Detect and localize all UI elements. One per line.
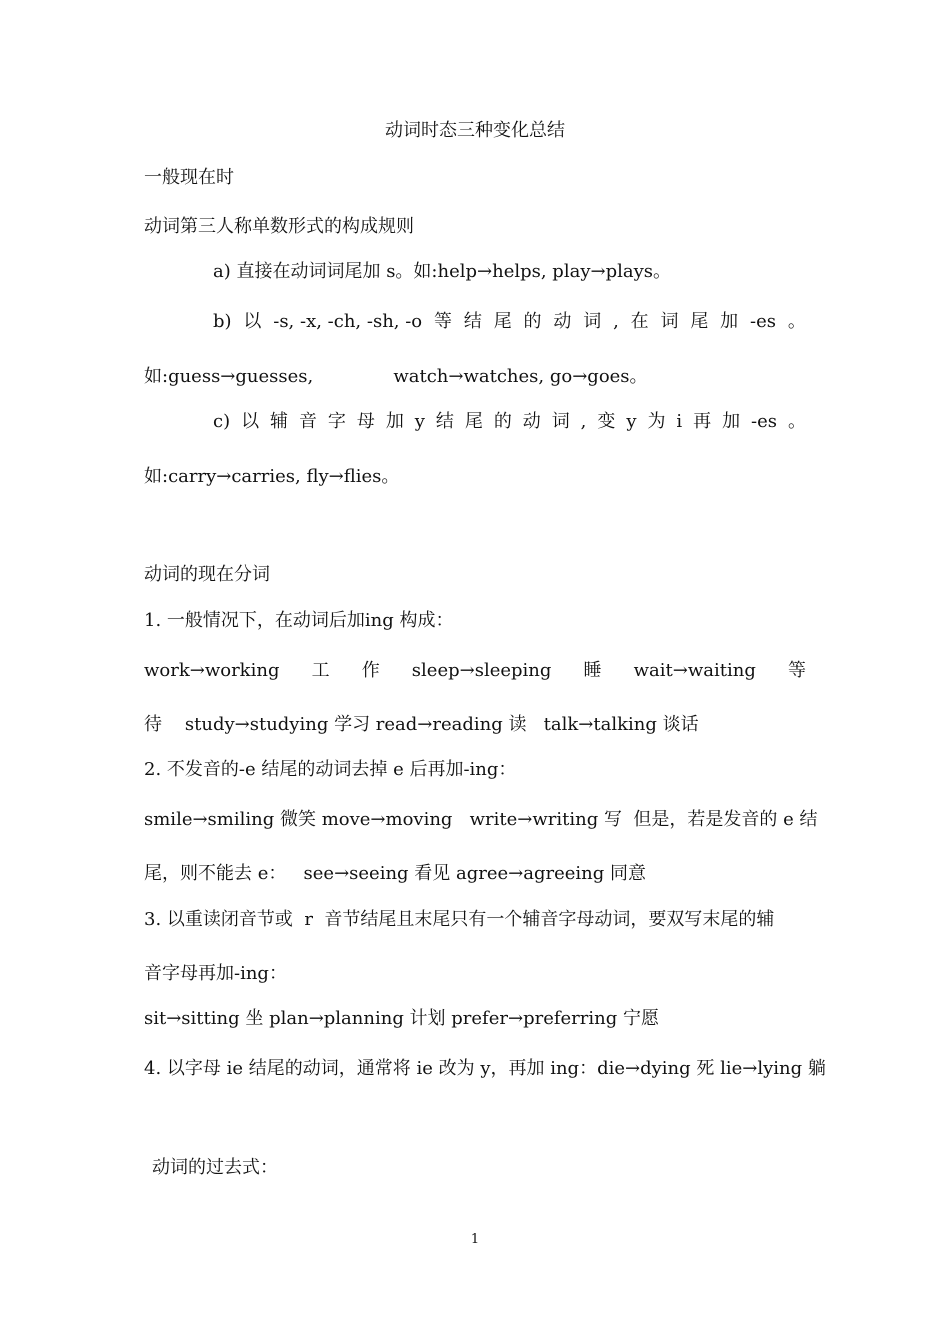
rule-c-token: -es	[751, 411, 777, 432]
rule-c-token: 加	[385, 411, 404, 432]
rule-c-token: c)	[213, 411, 231, 432]
rule-c-token: 以	[241, 411, 260, 432]
example-token: 睡	[583, 660, 602, 681]
rule-b-token: 的	[523, 311, 542, 332]
section-past-heading: 动词的过去式：	[152, 1157, 278, 1178]
rule-c-token: 变	[597, 411, 616, 432]
rule-b-token: 动	[553, 311, 572, 332]
rule-c-token: 再	[693, 411, 712, 432]
participle-rule-1-examples	[144, 659, 806, 683]
rule-c-token: 为	[647, 411, 666, 432]
rule-b-token: 等	[434, 311, 452, 332]
rule-b-token: 尾	[493, 311, 512, 332]
rule-c-token: 辅	[270, 411, 289, 432]
rule-c-token: 结	[435, 411, 454, 432]
rule-c-token: 字	[327, 411, 346, 432]
section-present-heading: 一般现在时	[144, 167, 234, 188]
rule-b-token: -es	[750, 311, 776, 332]
participle-rule-2-examples-cont: 尾，则不能去 e： see→seeing 看见 agree→agreeing 同意	[144, 863, 647, 884]
rule-b-token: -s, -x, -ch, -sh, -o	[273, 311, 423, 332]
rule-c	[213, 410, 806, 434]
rule-b-token: 在	[630, 311, 649, 332]
rule-b-examples: 如:guess→guesses, watch→watches, go→goes。	[144, 366, 648, 387]
participle-rule-3-examples: sit→sitting 坐 plan→planning 计划 prefer→preferring 宁愿	[144, 1008, 659, 1029]
rule-c-token: i	[676, 411, 683, 432]
rule-c-token: 加	[722, 411, 741, 432]
section-participle-heading: 动词的现在分词	[144, 564, 270, 585]
rule-c-token: 音	[298, 411, 317, 432]
rule-c-token: 母	[356, 411, 375, 432]
rule-c-token: ,	[580, 411, 587, 432]
third-person-heading: 动词第三人称单数形式的构成规则	[144, 216, 414, 237]
rule-b-token: 以	[243, 311, 262, 332]
rule-b-token: b)	[213, 311, 232, 332]
rule-b-token: ,	[613, 311, 619, 332]
rule-c-examples: 如:carry→carries, fly→flies。	[144, 466, 400, 487]
rule-c-token: y	[626, 411, 637, 432]
document-title: 动词时态三种变化总结	[385, 120, 565, 141]
participle-rule-1-examples-cont: 待 study→studying 学习 read→reading 读 talk→talking 谈话	[144, 714, 699, 735]
rule-c-token: y	[414, 411, 425, 432]
example-token: 等	[787, 660, 806, 681]
rule-b-token: 尾	[690, 311, 709, 332]
rule-b-token: 结	[463, 311, 482, 332]
rule-c-token: 。	[787, 411, 806, 432]
rule-b-token: 加	[720, 311, 739, 332]
example-token: 作	[361, 660, 380, 681]
rule-c-token: 动	[522, 411, 541, 432]
rule-b	[213, 310, 806, 334]
rule-c-token: 词	[551, 411, 570, 432]
participle-rule-2: 2. 不发音的-e 结尾的动词去掉 e 后再加-ing：	[144, 759, 517, 780]
example-token: 工	[311, 660, 330, 681]
participle-rule-3-cont: 音字母再加-ing：	[144, 963, 287, 984]
rule-b-token: 。	[787, 311, 806, 332]
participle-rule-2-examples: smile→smiling 微笑 move→moving write→writing 写 但是，若是发音的 e 结	[144, 809, 818, 830]
rule-c-token: 的	[493, 411, 512, 432]
example-token: work→working	[144, 660, 280, 681]
page-number: 1	[470, 1232, 480, 1247]
rule-c-token: 尾	[464, 411, 483, 432]
participle-rule-1: 1. 一般情况下，在动词后加ing 构成：	[144, 610, 454, 631]
example-token: wait→waiting	[633, 660, 756, 681]
example-token: sleep→sleeping	[411, 660, 552, 681]
rule-b-token: 词	[583, 311, 602, 332]
participle-rule-4: 4. 以字母 ie 结尾的动词，通常将 ie 改为 y，再加 ing：die→dying 死 lie→lying 躺	[144, 1058, 826, 1079]
rule-b-token: 词	[660, 311, 679, 332]
rule-a: a) 直接在动词词尾加 s。如:help→helps, play→plays。	[213, 261, 671, 282]
participle-rule-3: 3. 以重读闭音节或 r 音节结尾且末尾只有一个辅音字母动词，要双写末尾的辅	[144, 909, 775, 930]
